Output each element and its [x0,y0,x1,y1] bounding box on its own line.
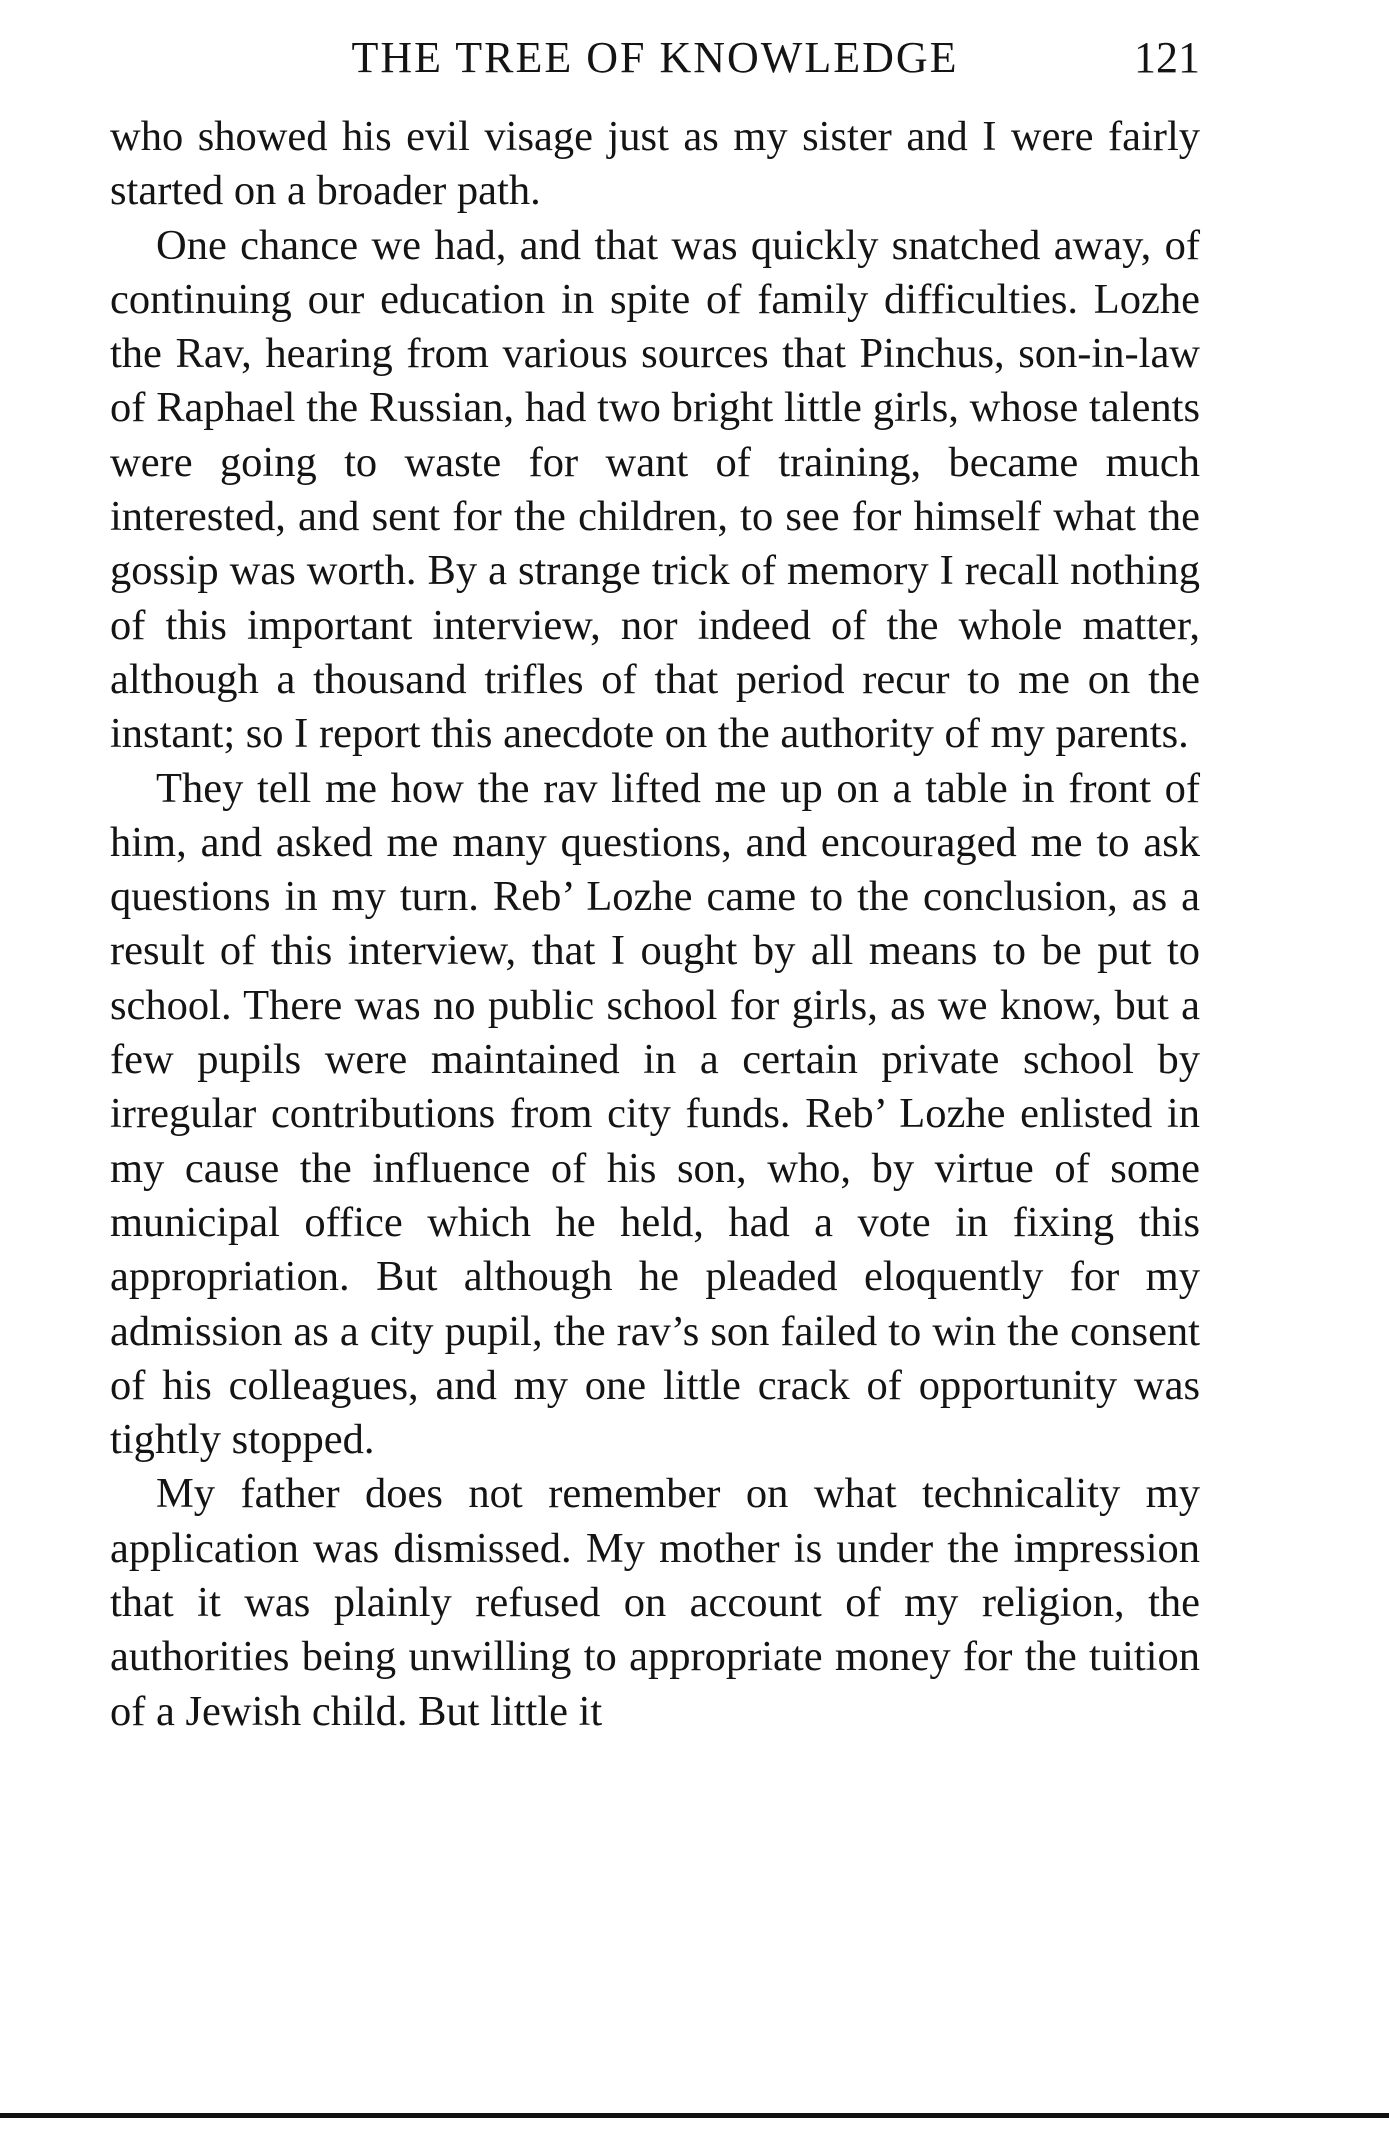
paragraph-continued: who showed his evil visage just as my sister and I were fairly started on a broader path. [110,113,1200,215]
running-head [110,28,1200,88]
body-text [110,110,1200,1739]
running-title: THE TREE OF KNOWLEDGE [351,33,959,82]
paragraph: They tell me how the rav lifted me up on a table in front of him, and asked me many questions, and encouraged me to ask questions in my turn. Reb’ Lozhe came to the conclusion, as a result of this interview, that I ought by all means to be put to school. There was no public school for girls, as we know, but a few pupils were maintained in a certain private school by irregular contributions from city funds. Reb’ Lozhe enlisted in my cause the influence of his son, who, by virtue of some municipal office which he held, had a vote in fixing this appropriation. But although he pleaded eloquently for my admission as a city pupil, the rav’s son failed to win the consent of his colleagues, and my one little crack of opportunity was tightly stopped. [110,764,1200,1464]
paragraph: One chance we had, and that was quickly snatched away, of continuing our education in spite of family difficulties. Lozhe the Rav, hearing from various sources that Pinchus, son-in-law of Raphael the Russian, had two bright little girls, whose talents were going to waste for want of training, became much interested, and sent for the children, to see for himself what the gossip was worth. By a strange trick of memory I recall nothing of this important interview, nor indeed of the whole matter, although a thousand trifles of that period recur to me on the instant; so I report this anecdote on the authority of my parents. [110,221,1200,758]
paragraph: My father does not remember on what technicality my application was dismissed. My mother is under the impression that it was plainly refused on account of my religion, the authorities being unwilling to appropriate money for the tuition of a Jewish child. But little it [110,1470,1200,1735]
page-number: 121 [1134,33,1200,82]
bottom-rule [0,2113,1389,2118]
